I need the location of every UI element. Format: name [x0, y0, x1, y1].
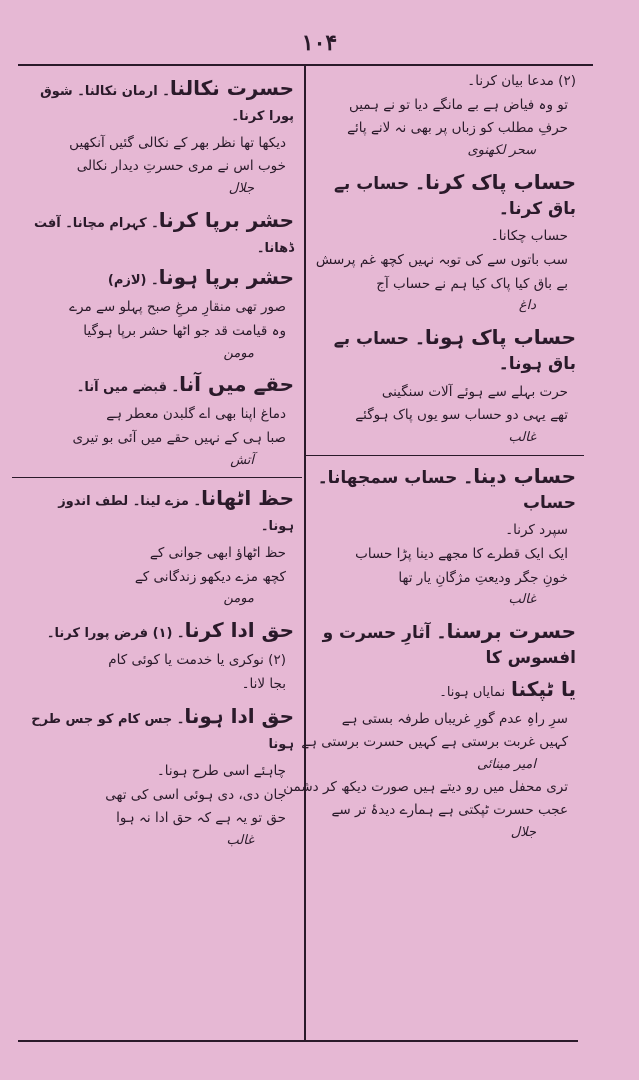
entry-heading [314, 462, 576, 516]
entry-definition: ۔ حساب بے باق ہونا۔ [333, 328, 576, 374]
entry-definition: ۔ جس کام کو جس طرح ہونا [31, 712, 294, 753]
poet-name: غالب [508, 592, 536, 608]
entry-heading [314, 168, 576, 222]
verse-line: صور تھی منقارِ مرغِ صبح پہلو سے مرے [69, 299, 286, 316]
definition-line: چاہئے اسی طرح ہونا۔ [156, 763, 286, 779]
verse-line: وہ قیامت قد جو اٹھا حشر برپا ہوگیا [83, 322, 286, 339]
poet-name: جلال [510, 824, 536, 840]
dictionary-entry [22, 74, 294, 200]
entry-term: حق ادا کرنا [184, 618, 294, 643]
bottom-rule [18, 1040, 578, 1042]
entry-heading [22, 702, 294, 756]
dictionary-entry [314, 168, 576, 317]
verse-line: عجب حسرت ٹپکتی ہے ہمارے دیدۂ تر سے [331, 802, 568, 819]
entry-heading [22, 74, 294, 128]
verse-line: ایک ایک قطرے کا مجھے دینا پڑا حساب [355, 545, 568, 562]
poet-name: امیر مینائی [476, 756, 536, 772]
verse-line: کہیں غربت برستی ہے کہیں حسرت برستی ہے [301, 734, 568, 751]
entry-term: یا ٹپکنا [511, 676, 576, 701]
dictionary-entry [22, 702, 294, 851]
entry-term: حسرت برسنا [446, 618, 576, 643]
entry-heading [22, 263, 294, 292]
verse-line: بے باق کیا پاک کیا ہم نے حساب آج [376, 275, 568, 292]
definition-line: (۲) نوکری یا خدمت یا کوئی کام [108, 652, 286, 669]
entry-term: حشر برپا ہونا [158, 265, 294, 290]
verse-line: صبا ہی کے نہیں حقے میں آئی بو تیری [72, 430, 286, 446]
entry-term: حظ اٹھانا [201, 486, 294, 511]
dictionary-entry [22, 370, 294, 471]
dictionary-entry [22, 616, 294, 696]
poet-name: جلال [228, 180, 254, 196]
poet-name: داغ [518, 298, 536, 314]
entry-term: حساب پاک کرنا [425, 169, 576, 194]
dictionary-entry [22, 484, 294, 610]
definition-line: حساب چکانا۔ [490, 228, 568, 245]
entry-term: حقے میں آنا [179, 372, 294, 397]
entry-definition: ۔ ارمان نکالنا۔ شوق پورا کرنا۔ [40, 84, 294, 124]
definition-line: سپرد کرنا۔ [505, 522, 568, 539]
entry-definition: ۔ (۱) فرض پورا کرنا۔ [46, 626, 185, 642]
entry-definition: نمایاں ہونا۔ [439, 684, 506, 700]
verse-line: سرِ راہِ عدم گورِ غریباں طرفہ بستی ہے [341, 710, 568, 727]
dictionary-entry [314, 70, 576, 162]
entry-heading [314, 617, 576, 671]
entry-term: حق ادا ہونا [184, 704, 294, 729]
dictionary-entry [314, 323, 576, 449]
dictionary-entry [22, 206, 294, 365]
verse-line: تری محفل میں رو دیتے ہیں صورت دیکھ کر دشمن [283, 778, 568, 795]
entry-definition: ۔ حساب بے باق کرنا۔ [333, 173, 576, 219]
verse-line: تھے یہی دو حساب سو یوں پاک ہوگئے [355, 407, 568, 424]
entry-heading [22, 206, 294, 260]
entry-term: حشر برپا کرنا [158, 207, 294, 232]
entry-definition: ۔ آثارِ حسرت و افسوس کا [322, 622, 576, 668]
poet-name: غالب [226, 832, 254, 848]
entry-heading [314, 323, 576, 377]
entry-definition: ۔ حساب سمجھانا۔ حساب [317, 467, 576, 513]
verse-line: تو وہ فیاض ہے بے مانگے دیا تو نے ہمیں [348, 96, 568, 113]
entry-definition: ۔ قبضے میں آنا۔ [76, 380, 180, 396]
right-column [283, 70, 576, 1036]
verse-line: حرت بہلے سے ہوئے آلات سنگینی [381, 383, 568, 400]
dictionary-entry [314, 462, 576, 611]
page-number: ۱۰۴ [301, 30, 338, 56]
entry-definition: ۔ کہرام مچانا۔ آفت ڈھانا۔ [33, 215, 294, 256]
poet-name: سحر لکھنوی [467, 142, 536, 158]
entry-heading: (۲) مدعا بیان کرنا۔ [467, 73, 576, 89]
entry-heading [22, 616, 294, 645]
left-column [22, 70, 294, 1036]
column-divider [304, 64, 306, 1040]
entry-heading [22, 484, 294, 538]
entry-term: حسرت نکالنا [169, 76, 294, 100]
entry-term: حساب دینا [473, 463, 576, 488]
entry-separator [304, 455, 584, 456]
verse-line: دماغ اپنا بھی اے گلبدن معطر ہے [106, 406, 286, 423]
verse-line: حرفِ مطلب کو زباں پر بھی نہ لانے پائے [347, 120, 568, 137]
entry-heading [314, 675, 576, 704]
verse-line: کچھ مزے دیکھو زندگانی کے [134, 568, 286, 585]
verse-line: حظ اٹھاؤ ابھی جوانی کے [149, 545, 286, 562]
definition-line: بجا لانا۔ [241, 675, 286, 692]
verse-line: خوب اس نے مری حسرتِ دیدار نکالی [76, 158, 286, 175]
verse-line: خونِ جگر ودیعتِ مژگانِ یار تھا [398, 569, 568, 586]
poet-name: مومن [223, 345, 254, 361]
entry-definition: ۔ مزے لینا۔ لطف اندوز ہونا۔ [58, 494, 294, 535]
entry-separator [12, 477, 302, 478]
poet-name: غالب [508, 429, 536, 445]
verse-line: سب باتوں سے کی توبہ نہیں کچھ غم پرسش [315, 251, 568, 268]
verse-line: جان دی، دی ہوئی اسی کی تھی [105, 786, 286, 803]
entry-term: حساب پاک ہونا [424, 324, 576, 349]
poet-name: آتش [230, 452, 254, 468]
verse-line: حق تو یہ ہے کہ حق ادا نہ ہوا [116, 810, 286, 827]
poet-name: مومن [223, 591, 254, 607]
entry-definition: ۔ (لازم) [107, 273, 159, 289]
verse-line: دیکھا تھا نظر بھر کے نکالی گئیں آنکھیں [69, 134, 286, 151]
dictionary-entry [283, 617, 576, 844]
entry-heading [22, 370, 294, 399]
